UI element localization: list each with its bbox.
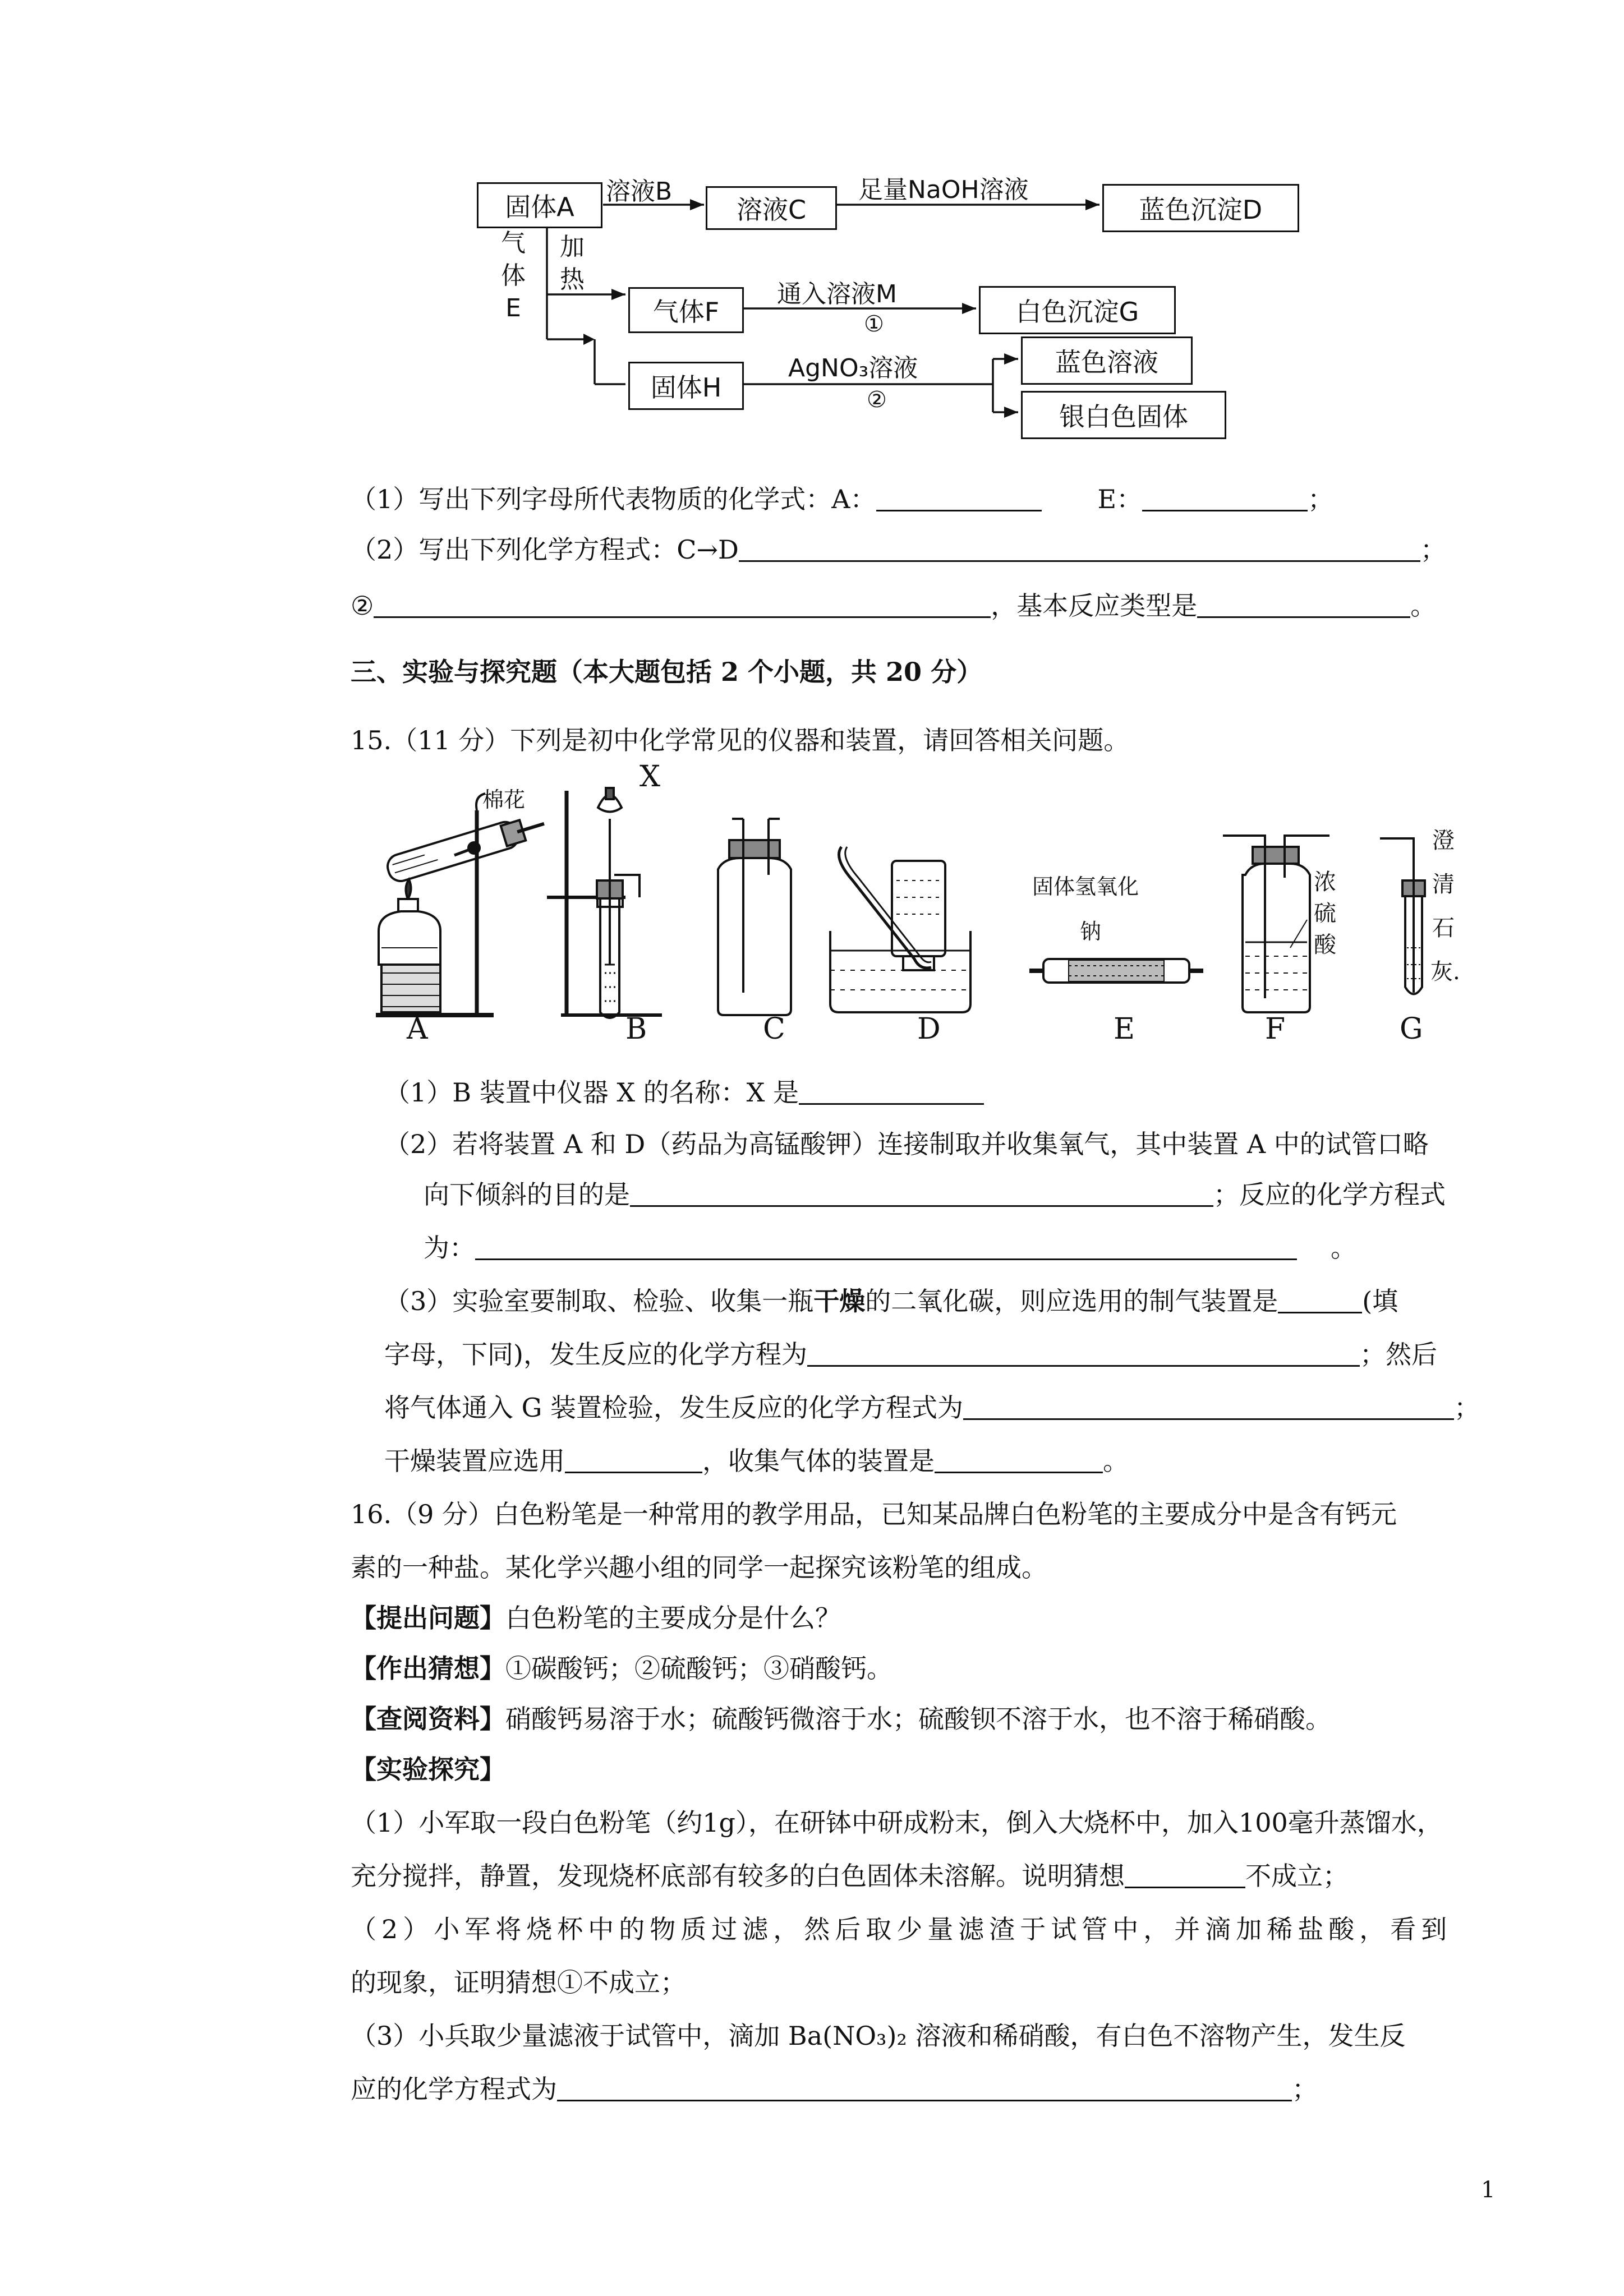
q15-p3b-text: 字母，下同)，发生反应的化学方程为 bbox=[384, 1339, 807, 1370]
page-number: 1 bbox=[1481, 2177, 1496, 2203]
agno3-label: AgNO₃溶液 bbox=[788, 354, 918, 382]
silver-white-solid-box: 银白色固体 bbox=[1021, 391, 1226, 439]
q15-p3a-2: 的二氧化碳，则应选用的制气装置是 bbox=[865, 1286, 1278, 1316]
q16-info-heading: 【查阅资料】 bbox=[351, 1704, 505, 1734]
blank-dry-device[interactable] bbox=[565, 1445, 702, 1473]
q14-line3-mid: ，基本反应类型是 bbox=[991, 591, 1198, 621]
q15-p3c-end: ； bbox=[1454, 1393, 1480, 1423]
q15-p3b bbox=[384, 1338, 1437, 1371]
step2-label: ② bbox=[867, 387, 887, 413]
heat-label: 加热 bbox=[560, 233, 585, 294]
q16-line1: 16.（9 分）白色粉笔是一种常用的教学用品，已知某品牌白色粉笔的主要成分中是含有钙元 bbox=[351, 1499, 1397, 1529]
q15-p2b-end: ；反应的化学方程式 bbox=[1213, 1179, 1446, 1210]
q14-line1-a: （1）写出下列字母所代表物质的化学式：A： bbox=[351, 484, 876, 514]
q15-p3d-end: 。 bbox=[1103, 1446, 1129, 1476]
naoh-label: 足量NaOH溶液 bbox=[858, 176, 1029, 204]
label-e: E bbox=[1114, 1012, 1135, 1046]
label-g: G bbox=[1400, 1012, 1423, 1046]
q16-e1a: （1）小军取一段白色粉笔（约1g），在研钵中研成粉末，倒入大烧杯中，加入100毫升蒸馏水， bbox=[351, 1808, 1443, 1838]
q15-p1 bbox=[384, 1076, 984, 1109]
solid-naoh-label: 固体氢氧化 bbox=[1032, 874, 1139, 899]
blank-tilt-purpose[interactable] bbox=[630, 1178, 1213, 1207]
q14-line1-e: E： bbox=[1097, 484, 1143, 514]
q16-e2b: 的现象，证明猜想①不成立； bbox=[351, 1967, 686, 1998]
q15-p3a-end: (填 bbox=[1362, 1286, 1398, 1316]
q14-line2-text: （2）写出下列化学方程式：C→D bbox=[351, 534, 739, 565]
label-f: F bbox=[1265, 1012, 1286, 1046]
q16-e3b-text: 应的化学方程式为 bbox=[351, 2074, 557, 2104]
q15-p3b-end: ；然后 bbox=[1359, 1339, 1437, 1370]
q16-e2a-text: （2）小军将烧杯中的物质过滤，然后取少量滤渣于试管中，并滴加稀盐酸，看到 bbox=[351, 1914, 1452, 1944]
q15-p3d-text: 干燥装置应选用 bbox=[384, 1446, 565, 1476]
q15-p3c-text: 将气体通入 G 装置检验，发生反应的化学方程式为 bbox=[384, 1393, 963, 1423]
blank-ba-eq[interactable] bbox=[557, 2073, 1292, 2101]
blank-co2-eq[interactable] bbox=[807, 1338, 1360, 1367]
gas-e-label: 气体E bbox=[501, 229, 526, 322]
q16-explore-heading: 【实验探究】 bbox=[351, 1754, 505, 1785]
q15-p2c-end: 。 bbox=[1331, 1233, 1356, 1263]
label-c: C bbox=[763, 1012, 785, 1046]
q16-e3b-end: ； bbox=[1292, 2074, 1318, 2104]
q16-e2a bbox=[351, 1912, 1452, 1946]
q15-p2c bbox=[424, 1231, 1356, 1265]
blank-gen-device[interactable] bbox=[1278, 1285, 1362, 1313]
q16-guess-text: ①碳酸钙；②硫酸钙；③硝酸钙。 bbox=[505, 1653, 892, 1684]
q15-p3c bbox=[384, 1391, 1480, 1424]
q15-p1-text: （1）B 装置中仪器 X 的名称：X 是 bbox=[384, 1077, 799, 1108]
q14-line1-end: ； bbox=[1308, 484, 1334, 514]
q15-p2a: （2）若将装置 A 和 D（药品为高锰酸钾）连接制取并收集氧气，其中装置 A 中的试管口略 bbox=[384, 1129, 1429, 1159]
q16-e3b bbox=[351, 2072, 1318, 2106]
pass-solution-m-label: 通入溶液M bbox=[777, 280, 897, 308]
q16-e1b-end: 不成立； bbox=[1245, 1861, 1349, 1891]
q16-info bbox=[351, 1702, 1331, 1736]
q16-line2: 素的一种盐。某化学兴趣小组的同学一起探究该粉笔的组成。 bbox=[351, 1552, 1047, 1583]
limewater-label: 澄清石灰. bbox=[1430, 828, 1460, 985]
q16-guess-heading: 【作出猜想】 bbox=[351, 1653, 505, 1684]
q15-p3d-mid: ，收集气体的装置是 bbox=[702, 1446, 935, 1476]
blank-collect-device[interactable] bbox=[935, 1445, 1103, 1473]
solution-c-box: 溶液C bbox=[706, 186, 837, 230]
section3-title: 三、实验与探究题（本大题包括 2 个小题，共 20 分） bbox=[351, 657, 983, 687]
solid-h-box: 固体H bbox=[628, 362, 744, 410]
q16-e1b bbox=[351, 1859, 1349, 1893]
q15-p2b bbox=[424, 1178, 1446, 1211]
step1-label: ① bbox=[864, 311, 884, 337]
gas-f-box: 气体F bbox=[628, 287, 744, 333]
x-mark-label: X bbox=[640, 760, 661, 794]
blue-precipitate-d-box: 蓝色沉淀D bbox=[1102, 184, 1299, 232]
q16-question-heading: 【提出问题】 bbox=[351, 1603, 505, 1633]
label-a: A bbox=[407, 1012, 428, 1046]
blank-x-name[interactable] bbox=[799, 1076, 984, 1105]
blank-guess[interactable] bbox=[1125, 1860, 1245, 1888]
q14-line3-end: 。 bbox=[1410, 591, 1437, 621]
blank-kmno4-eq[interactable] bbox=[475, 1232, 1297, 1260]
q15-p3a-bold: 干燥 bbox=[813, 1286, 866, 1316]
q16-question bbox=[351, 1601, 841, 1635]
q16-guess bbox=[351, 1652, 892, 1685]
q15-p3d bbox=[384, 1444, 1129, 1478]
blue-solution-box: 蓝色溶液 bbox=[1021, 336, 1193, 385]
solution-b-label: 溶液B bbox=[606, 177, 673, 206]
q15-intro: 15.（11 分）下列是初中化学常见的仪器和装置，请回答相关问题。 bbox=[351, 725, 1130, 755]
q16-question-text: 白色粉笔的主要成分是什么？ bbox=[505, 1603, 841, 1633]
q14-line3-start: ② bbox=[351, 591, 374, 621]
q15-p2c-text: 为： bbox=[424, 1233, 475, 1263]
label-d: D bbox=[917, 1012, 941, 1046]
q15-p3a bbox=[384, 1284, 1398, 1318]
apparatus-drawings bbox=[0, 0, 1624, 1066]
q16-e1b-text: 充分搅拌，静置，发现烧杯底部有较多的白色固体未溶解。说明猜想 bbox=[351, 1861, 1125, 1891]
conc-h2so4-label: 浓硫酸 bbox=[1314, 869, 1336, 958]
q16-info-text: 硝酸钙易溶于水；硫酸钙微溶于水；硫酸钡不溶于水，也不溶于稀硝酸。 bbox=[505, 1704, 1331, 1734]
q15-p3a-1: （3）实验室要制取、检验、收集一瓶 bbox=[384, 1286, 814, 1316]
white-precipitate-g-box: 白色沉淀G bbox=[979, 286, 1176, 334]
label-b: B bbox=[625, 1012, 647, 1046]
cotton-label: 棉花 bbox=[482, 787, 526, 812]
q16-e3a: （3）小兵取少量滤液于试管中，滴加 Ba(NO₃)₂ 溶液和稀硝酸，有白色不溶物产生，发生反 bbox=[351, 2021, 1406, 2051]
q15-p2b-text: 向下倾斜的目的是 bbox=[424, 1179, 630, 1210]
solid-a-box: 固体A bbox=[477, 182, 602, 228]
blank-limewater-eq[interactable] bbox=[963, 1391, 1454, 1420]
sodium-label: 钠 bbox=[1080, 919, 1102, 944]
q14-line2-end: ； bbox=[1420, 534, 1446, 565]
